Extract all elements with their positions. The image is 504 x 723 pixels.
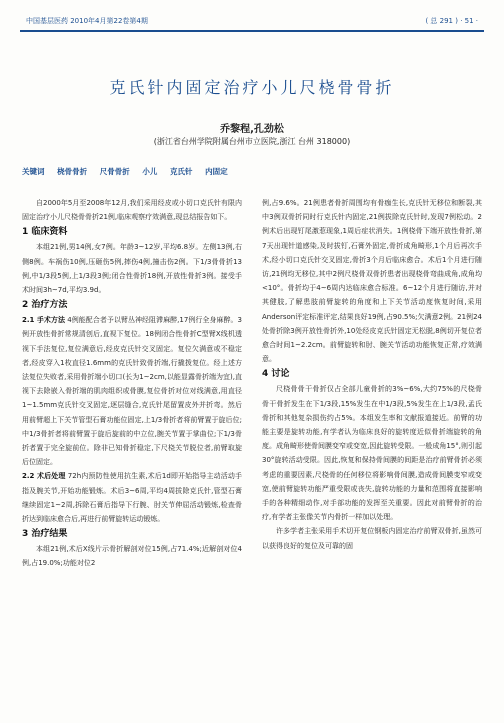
page-header — [26, 14, 478, 30]
keyword: 桡骨骨折 — [57, 167, 88, 176]
clinical-data-paragraph: 本组21例,男14例,女7例。年龄3~12岁,平均6.8岁。左侧13例,右侧8例。车祸伤10例,压砸伤5例,摔伤4例,撞击伤2例。下1/3骨骨折13例,中1/3段5例,上1/3段3例;闭合性骨折18例,开放性骨折3例。接受手术时间3h~7d,平均3.9d。 — [22, 243, 242, 295]
article-affiliation: (浙江省台州学院附属台州市立医院,浙江 台州 318000) — [153, 137, 351, 146]
results-continued-paragraph: 例,占9.6%。21例患者骨折周围均有骨痂生长,克氏针无移位和断裂,其中3例双骨折同时行克氏针内固定,21例拔除克氏针时,发现7例松动。2例术后出现钉尾激惹现象,1周后症状消失。1例桡骨下端开放性骨折,第7天出现针道感染,及时拔钉,石膏外固定,骨折成角畸形,1个月后再次手术,经小切口克氏针交叉固定,骨折3个月后临床愈合。术后1个月进行随访,21例均无移位,其中2例尺桡骨双骨折患者出现桡骨弯曲成角,成角均<10°。骨折均于4~6周内达临床愈合标准。6~12个月进行随访,并对其健肢,了解患肢前臂旋转的角度和上下关节活动度恢复时间,采用Anderson评定标准评定,结果良好19例,占90.5%;欠满意2例。21例24处骨折除3例开放性骨折外,10处经皮克氏针固定无松脱,8例切开复位者愈合时间1~2.2cm。前臂旋转和肘、腕关节活动功能恢复正常,疗效满意。 — [262, 199, 482, 364]
article-title: 克氏针内固定治疗小儿尺桡骨骨折 — [109, 78, 395, 97]
subsection-heading-surgery: 2.1 手术方法 — [22, 316, 65, 325]
journal-info: 中国基层医药 2010年4月第22卷第4期 — [26, 17, 148, 25]
keyword: 尺骨骨折 — [99, 167, 130, 176]
keywords-label: 关键词 — [22, 167, 45, 176]
article-authors: 乔黎程,孔劲松 — [220, 124, 284, 135]
page-number: ( 总 291 ) · 51 · — [425, 17, 478, 25]
discussion-paragraph-2: 许多学者主张采用手术切开复位钢板内固定治疗前臂双骨折,虽然可以获得良好的复位及可靠的固 — [262, 527, 482, 550]
postop-text: 72h内预防性使用抗生素,术后1d即开始指导主动活动手指及腕关节,开始功能锻炼。术后3~6周,平均4周拔除克氏针,管型石膏继续固定1~2周,拆除石膏后指导下行腕、肘关节伸屈活动锻炼,检查骨折达到临床愈合后,再进行前臂旋转运动锻炼。 — [22, 472, 243, 524]
keyword: 克氏针 — [170, 167, 193, 176]
section-heading-discussion: 4 讨论 — [262, 369, 290, 380]
right-column — [262, 196, 482, 553]
keyword: 内固定 — [205, 167, 228, 176]
keywords-line — [22, 166, 238, 177]
left-column — [22, 196, 242, 571]
surgery-method-text: 4例能配合者予以臂丛神经阻滞麻醉,17例行全身麻醉。3例开放性骨折常规清创后,直视下复位。18例闭合性骨折C型臂X线机透视下手法复位,复位满意后,经皮克氏针交叉固定。复位欠满意或不稳定者,经皮穿入1枚直径1.6mm的克氏针致骨折端,行撬拨复位。经上述方法复位失败者,采用骨折端小切口(长为1~2cm,以能显露骨折端为宜),直视下去除嵌入骨折端的肌肉组织或骨膜,复位骨折对位对线满意,用直径1~1.5mm克氏针交叉固定,逐层缝合,克氏针尾留置皮外并折弯。然后用前臂超上下关节管型石膏功能位固定,上1/3骨折者将前臂置于旋后位;中1/3骨折者将前臂置于旋后旋前的中立位,腕关节置于掌曲位;下1/3骨折者置于完全旋前位。除非已知骨折稳定,下尺桡关节脱位者,前臂取旋后位固定。 — [22, 316, 242, 467]
section-heading-clinical-data: 1 临床资料 — [22, 227, 68, 238]
section-heading-results: 3 治疗结果 — [22, 529, 68, 540]
section-heading-treatment: 2 治疗方法 — [22, 300, 68, 311]
intro-paragraph: 自2000年5月至2008年12月,我们采用经皮或小切口克氏针有限内固定治疗小儿尺桡骨骨折21例,临床观察疗效满意,现总结报告如下。 — [22, 199, 242, 222]
keyword: 小儿 — [142, 167, 158, 176]
discussion-paragraph-1: 尺桡骨骨干骨折仅占全部儿童骨折的3%~6%,大约75%的尺桡骨骨干骨折发生在下1/3段,15%发生在中1/3段,5%发生在上1/3段,孟氏骨折和其他复杂损伤约占5%。本组发生率和文献报道接近。前臂的功能主要是旋转功能,有学者认为临床良好的旋转度近似骨折端旋转的角度。成角畸形使骨间膜变窄或变宽,因此旋转受限。一般成角15°,则引起30°旋转活动受限。因此,恢复和保持骨间膜的间距是治疗前臂骨折必须考虑的重要因素,尺桡骨的任何移位将影响骨间膜,造成骨间膜变窄或变宽,使前臂旋转功能严重受限或丧失,旋转功能的力量和范围将直接影响手的各种精细动作,对手部功能的发挥至关重要。因此对前臂骨折的治疗,有学者主张像关节内骨折一样加以处理。 — [262, 385, 482, 522]
results-paragraph: 本组21例,术后X线片示骨折解剖对位15例,占71.4%;近解剖对位4例,占19.0%;功能对位2 — [22, 545, 242, 568]
header-divider — [20, 30, 484, 32]
subsection-heading-postop: 2.2 术后处理 — [22, 472, 66, 481]
